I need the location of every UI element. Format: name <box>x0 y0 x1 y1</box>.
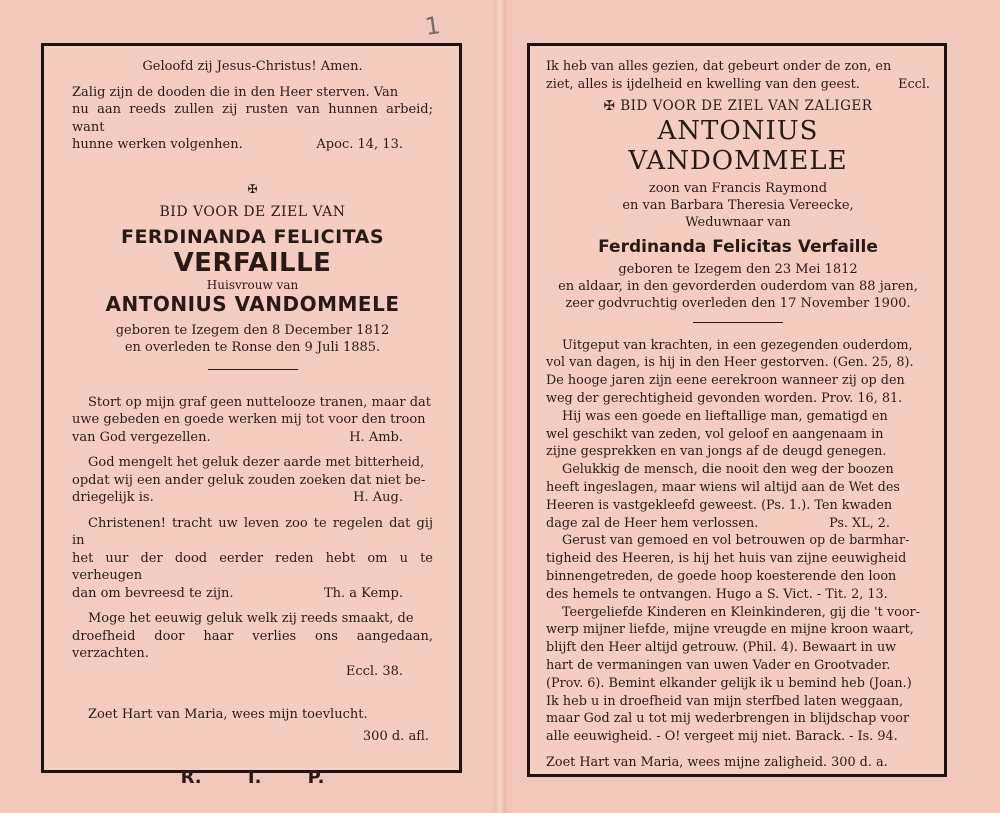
cross-icon: ✠ <box>247 181 258 196</box>
quote-line: Christenen! tracht uw leven zoo te regelen dat gij in <box>72 515 433 548</box>
verse-line: nu aan reeds zullen zij rusten van hunnen arbeid; want <box>72 102 433 135</box>
divider-rule <box>693 322 783 323</box>
parent-line: zoon van Francis Raymond <box>648 180 828 196</box>
text-line: hart de vermaningen van uwen Vader en Grootvader. <box>546 657 891 673</box>
widower-label: Weduwnaar van <box>685 214 791 230</box>
opening-acclamation: Geloofd zij Jesus-Christus! Amen. <box>142 59 363 74</box>
quote-reference: Th. a Kemp. <box>323 585 403 601</box>
life-line: geboren te Izegem den 23 Mei 1812 <box>618 261 858 277</box>
quote-line: uwe gebeden en goede werken mij tot voor den troon <box>72 412 426 427</box>
quote-line-last: van God vergezellen. H. Amb. <box>72 429 403 445</box>
divider-rule <box>208 369 298 370</box>
text-line: De hooge jaren zijn eene eerekroon wanneer zij op den <box>546 373 905 389</box>
text-line: blijft den Heer altijd getrouw. (Phil. 4). Bewaart in uw <box>546 640 897 656</box>
text-line: alle eeuwigheid. - O! vergeet mij niet. Barack. - Is. 94. <box>546 729 898 745</box>
spouse-label: Huisvrouw van <box>206 277 299 292</box>
life-line: zeer godvruchtig overleden den 17 November 1900. <box>565 295 911 311</box>
eccl-line: Ik heb van alles gezien, dat gebeurt onder de zon, en <box>546 59 892 74</box>
quote-line: God mengelt het geluk dezer aarde met bitterheid, <box>88 455 425 470</box>
text-line: Ik heb u in droefheid van mijn sterfbed laten weggaan, <box>546 693 904 709</box>
quote-line: droefheid door haar verlies ons aangedaan, verzachten. <box>72 628 433 661</box>
quote-line: opdat wij een ander geluk zouden zoeken dat niet be- <box>72 472 426 488</box>
verse-line: Zalig zijn de dooden die in den Heer sterven. Van <box>72 84 399 100</box>
text-line: Heeren is vastgekleefd geweest. (Ps. 1.). Ten kwaden <box>546 497 893 513</box>
quote-line: het uur der dood eerder reden hebt om u te verheugen <box>72 550 433 583</box>
text-line: des hemels te ontvangen. Hugo a S. Vict. - Tit. 2, 13. <box>546 586 888 602</box>
deceased-name: ANTONIUS VANDOMMELE <box>628 115 848 176</box>
quote-line-last: driegelijk is. H. Aug. <box>72 490 403 505</box>
bid-voor-heading: BID VOOR DE ZIEL VAN <box>159 203 346 220</box>
deceased-first-names: FERDINANDA FELICITAS <box>120 225 385 248</box>
late-wife-name: Ferdinanda Felicitas Verfaille <box>598 236 878 257</box>
text-line: Teergeliefde Kinderen en Kleinkinderen, gij die 't voor- <box>562 604 920 620</box>
eccl-reference: Eccl. <box>898 76 930 92</box>
text-line-last: dage zal de Heer hem verlossen. Ps. XL, 2. <box>546 515 890 531</box>
text-line: binnengetreden, de goede hoop koesterende den loon <box>546 568 897 584</box>
indulgence-line: 300 d. afl. <box>362 728 429 744</box>
prayer-line: Zoet Hart van Maria, wees mijn toevlucht. <box>88 707 368 722</box>
text-line: (Prov. 6). Bemint elkander gelijk ik u bemind heb (Joan.) <box>546 675 912 691</box>
deceased-surname: VERFAILLE <box>173 247 332 278</box>
prayer-line: Zoet Hart van Maria, wees mijne zaligheid. 300 d. a. <box>546 754 888 770</box>
text-line: maar God zal u tot mij wederbrengen in blijdschap voor <box>546 711 910 727</box>
verse-line-last: hunne werken volgenhen. Apoc. 14, 13. <box>72 137 403 152</box>
right-memorial-panel <box>527 43 947 777</box>
left-memorial-panel <box>41 43 462 788</box>
parent-line: en van Barbara Theresia Vereecke, <box>622 197 854 213</box>
death-line: en overleden te Ronse den 9 Juli 1885. <box>124 340 381 355</box>
psalm-reference: Ps. XL, 2. <box>829 515 890 531</box>
card-fold <box>494 0 506 813</box>
eccl-line-last: ziet, alles is ijdelheid en kwelling van den geest. Eccl. <box>546 76 930 92</box>
text-line: zijne gesprekken en van jongs af de deugd genegen. <box>546 444 887 460</box>
text-line: werp mijner liefde, mijne vreugde en mijne kroon waart, <box>546 622 914 638</box>
text-line: tigheid des Heeren, is hij het huis van zijne eeuwigheid <box>546 551 907 567</box>
text-line: vol van dagen, is hij in den Heer gestorven. (Gen. 25, 8). <box>546 355 914 371</box>
text-line: Hij was een goede en lieftallige man, gematigd en <box>562 408 888 424</box>
quote-reference: H. Amb. <box>349 429 403 445</box>
bid-voor-zaliger-heading: ✠ BID VOOR DE ZIEL VAN ZALIGER <box>603 97 873 114</box>
quote-reference: H. Aug. <box>353 490 403 505</box>
text-line: weg der gerechtigheid gevonden worden. Prov. 16, 81. <box>546 390 903 406</box>
text-line: wel geschikt van zeden, vol geloof en aangenaam in <box>546 426 884 442</box>
rip-footer: R. I. P. <box>180 767 325 788</box>
quote-line-last: dan om bevreesd te zijn. Th. a Kemp. <box>72 585 403 601</box>
text-line: Gerust van gemoed en vol betrouwen op de barmhar- <box>562 533 910 549</box>
spouse-name: ANTONIUS VANDOMMELE <box>105 291 400 316</box>
quote-line: Stort op mijn graf geen nuttelooze tranen, maar dat <box>88 394 432 410</box>
quote-line: Moge het eeuwig geluk welk zij reeds smaakt, de <box>88 611 414 626</box>
life-line: en aldaar, in den gevorderden ouderdom van 88 jaren, <box>558 278 918 294</box>
birth-line: geboren te Izegem den 8 December 1812 <box>115 322 390 338</box>
text-line: heeft ingeslagen, maar wiens wil altijd aan de Wet des <box>546 479 900 495</box>
quote-reference: Eccl. 38. <box>345 663 403 679</box>
pencil-mark: 1 <box>423 11 443 41</box>
verse-reference: Apoc. 14, 13. <box>316 137 403 152</box>
text-line: Uitgeput van krachten, in een gezegenden ouderdom, <box>562 337 913 353</box>
text-line: Gelukkig de mensch, die nooit den weg der boozen <box>562 462 894 478</box>
